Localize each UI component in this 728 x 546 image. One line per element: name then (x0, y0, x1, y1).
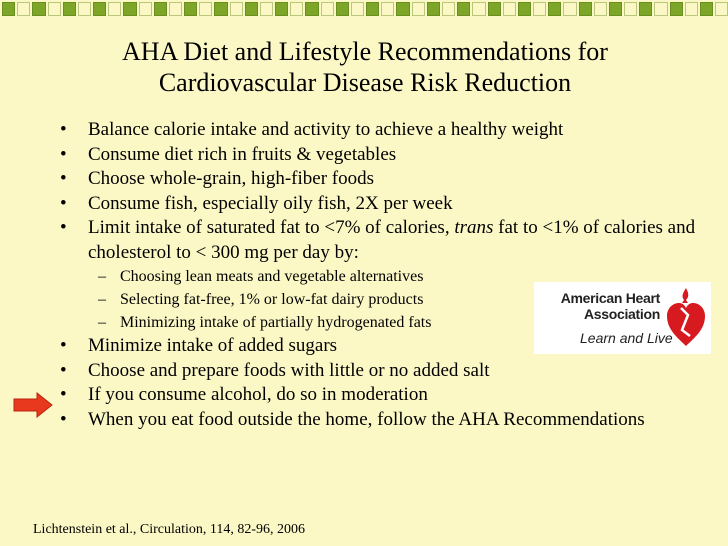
decor-square (93, 2, 106, 16)
decor-square (245, 2, 258, 16)
top-decorative-squares (0, 0, 728, 18)
decor-square (154, 2, 167, 16)
decor-square (715, 2, 728, 16)
bullet-item: • Minimize intake of added sugars (60, 334, 720, 359)
sub-bullet-item: – Minimizing intake of partially hydrogenated fats (60, 311, 720, 334)
bullet-item: • When you eat food outside the home, follow the AHA Recommendations (60, 408, 720, 433)
decor-square (366, 2, 379, 16)
bullet-item: • Choose whole-grain, high-fiber foods (60, 167, 720, 192)
slide-title-line-1: AHA Diet and Lifestyle Recommendations for (122, 37, 608, 66)
decor-square (412, 2, 425, 16)
decor-square (336, 2, 349, 16)
decor-square (351, 2, 364, 16)
bullet-item: • Consume fish, especially oily fish, 2X per week (60, 192, 720, 217)
decor-square (654, 2, 667, 16)
decor-square (457, 2, 470, 16)
recommendation-list (60, 118, 720, 432)
decor-square (579, 2, 592, 16)
decor-square (169, 2, 182, 16)
decor-square (639, 2, 652, 16)
decor-square (624, 2, 637, 16)
decor-square (381, 2, 394, 16)
decor-square (472, 2, 485, 16)
decor-square (563, 2, 576, 16)
decor-square (2, 2, 15, 16)
sub-bullet-item: – Choosing lean meats and vegetable alternatives (60, 265, 720, 288)
decor-square (139, 2, 152, 16)
decor-square (321, 2, 334, 16)
slide-title (60, 36, 670, 98)
decor-square (594, 2, 607, 16)
bullet-item-fat-limits (60, 216, 720, 265)
decor-square (518, 2, 531, 16)
decor-square (488, 2, 501, 16)
decor-square (609, 2, 622, 16)
aha-logo (534, 282, 711, 354)
decor-square (260, 2, 273, 16)
bullet-text-part2: fat to <1% of calories and cholesterol to < 300 mg per day by: (88, 217, 696, 263)
logo-tagline: Learn and Live (580, 330, 673, 346)
bullet-item: • Choose and prepare foods with little or no added salt (60, 359, 720, 384)
decor-square (123, 2, 136, 16)
decor-square (685, 2, 698, 16)
decor-square (184, 2, 197, 16)
decor-square (700, 2, 713, 16)
decor-square (32, 2, 45, 16)
decor-square (670, 2, 683, 16)
decor-square (230, 2, 243, 16)
bullet-item: • Balance calorie intake and activity to achieve a healthy weight (60, 118, 720, 143)
decor-square (305, 2, 318, 16)
decor-square (396, 2, 409, 16)
decor-square (548, 2, 561, 16)
decor-square (199, 2, 212, 16)
citation: Lichtenstein et al., Circulation, 114, 82-96, 2006 (33, 522, 306, 537)
right-arrow-icon (13, 392, 53, 418)
decor-square (17, 2, 30, 16)
decor-square (63, 2, 76, 16)
decor-square (290, 2, 303, 16)
decor-square (503, 2, 516, 16)
decor-square (108, 2, 121, 16)
decor-square (214, 2, 227, 16)
decor-square (442, 2, 455, 16)
bullet-item: • Consume diet rich in fruits & vegetables (60, 143, 720, 168)
decor-square (48, 2, 61, 16)
bullet-item: • If you consume alcohol, do so in moderation (60, 383, 720, 408)
slide-title-line-2: Cardiovascular Disease Risk Reduction (158, 68, 572, 97)
decor-square (275, 2, 288, 16)
decor-square (78, 2, 91, 16)
bullet-text-part1: Limit intake of saturated fat to <7% of calories, (88, 217, 455, 238)
bullet-text-italic: trans (454, 217, 494, 238)
logo-name: American Heart Association (560, 290, 660, 322)
decor-square (533, 2, 546, 16)
decor-square (427, 2, 440, 16)
sub-bullet-item: – Selecting fat-free, 1% or low-fat dairy products (60, 288, 720, 311)
